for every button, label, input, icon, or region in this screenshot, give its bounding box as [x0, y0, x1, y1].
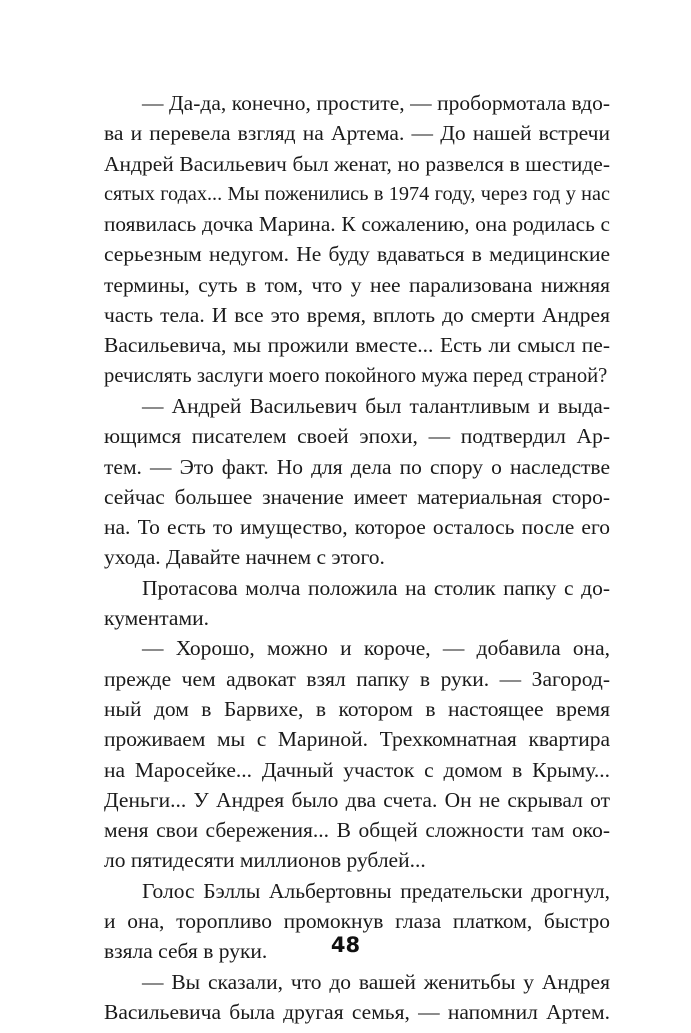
text-line: на Маросейке... Дачный участок с домом в Крыму...: [104, 757, 610, 782]
text-line: речислять заслуги моего покойного мужа перед страной?: [104, 364, 608, 387]
body-text: [104, 88, 610, 1027]
text-line: Голос Бэллы Альбертовны предательски дрогнул,: [142, 878, 610, 903]
text-line: серьезным недугом. Не буду вдаваться в медицинские: [104, 242, 610, 267]
text-line: Андрей Васильевич был женат, но развелся в шестиде-: [104, 151, 610, 176]
text-line: ющимся писателем своей эпохи, — подтвердил Ар-: [104, 424, 610, 449]
text-line: появилась дочка Марина. К сожалению, она родилась с: [104, 212, 610, 237]
text-line: термины, суть в том, что у нее парализована нижняя: [104, 272, 610, 297]
text-line: ный дом в Барвихе, в котором в настоящее время: [104, 696, 610, 721]
text-line: Деньги... У Андрея было два счета. Он не скрывал от: [104, 787, 610, 812]
text-line: на. То есть то имущество, которое осталось после его: [104, 515, 610, 540]
text-line: и она, торопливо промокнув глаза платком, быстро: [104, 909, 610, 934]
text-line: ухода. Давайте начнем с этого.: [104, 545, 385, 570]
text-line: меня свои сбережения... В общей сложности там око-: [104, 818, 610, 843]
text-line: — Хорошо, можно и короче, — добавила она,: [142, 636, 610, 661]
text-line: прежде чем адвокат взял папку в руки. — Загород-: [104, 666, 610, 691]
text-line: Протасова молча положила на столик папку с до-: [142, 575, 610, 600]
text-line: часть тела. И все это время, вплоть до смерти Андрея: [104, 303, 610, 328]
text-line: взяла себя в руки.: [104, 939, 268, 964]
text-line: Васильевича была другая семья, — напомнил Артем.: [104, 999, 610, 1024]
text-line: тем. — Это факт. Но для дела по спору о наследстве: [104, 454, 610, 479]
text-line: кументами.: [104, 606, 209, 631]
text-line: — Да-да, конечно, простите, — пробормотала вдо-: [142, 91, 610, 115]
text-line: ло пятидесяти миллионов рублей...: [104, 848, 426, 873]
text-line: сейчас большее значение имеет материальная сторо-: [104, 484, 610, 509]
text-line: ва и перевела взгляд на Артема. — До нашей встречи: [104, 121, 610, 146]
text-line: Васильевича, мы прожили вместе... Есть ли смысл пе-: [104, 333, 610, 358]
text-line: — Андрей Васильевич был талантливым и выда-: [142, 393, 610, 418]
text-line: — Вы сказали, что до вашей женитьбы у Андрея: [142, 969, 610, 994]
page-number: 48: [330, 933, 361, 957]
text-line: проживаем мы с Мариной. Трехкомнатная квартира: [104, 727, 610, 752]
text-line: сятых годах... Мы поженились в 1974 году, через год у нас: [104, 182, 610, 205]
